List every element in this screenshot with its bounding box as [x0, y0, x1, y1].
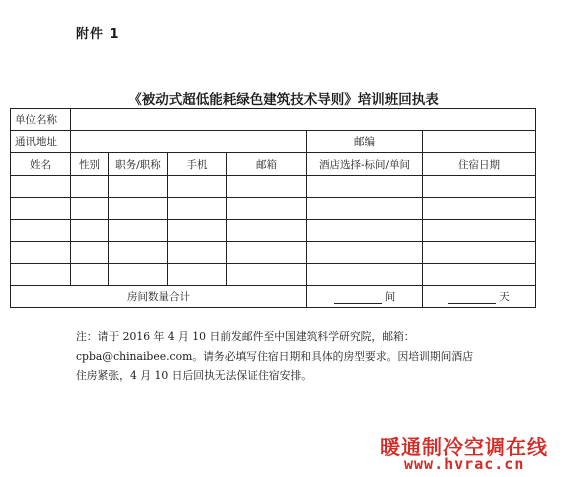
address-row	[11, 131, 536, 153]
participant-cell[interactable]	[168, 198, 227, 220]
participant-cell[interactable]	[227, 198, 307, 220]
participant-cell[interactable]	[109, 242, 168, 264]
days-unit: 天	[499, 291, 510, 303]
participant-cell[interactable]	[168, 220, 227, 242]
rooms-blank[interactable]	[334, 291, 382, 304]
participant-cell[interactable]	[423, 198, 536, 220]
participant-cell[interactable]	[227, 242, 307, 264]
participant-cell[interactable]	[71, 220, 109, 242]
column-header-title: 职务/职称	[109, 153, 168, 176]
participant-cell[interactable]	[307, 176, 423, 198]
column-header-mobile: 手机	[168, 153, 227, 176]
participant-cell[interactable]	[423, 264, 536, 286]
participant-cell[interactable]	[168, 264, 227, 286]
rooms-unit: 间	[384, 291, 396, 303]
participant-cell[interactable]	[109, 264, 168, 286]
participant-cell[interactable]	[307, 264, 423, 286]
participant-cell[interactable]	[168, 176, 227, 198]
table-row	[11, 176, 536, 198]
page-title: 《被动式超低能耗绿色建筑技术导则》培训班回执表	[128, 92, 439, 108]
participant-cell[interactable]	[423, 242, 536, 264]
participant-cell[interactable]	[109, 176, 168, 198]
table-row	[11, 220, 536, 242]
watermark-url: www.hvrac.cn	[404, 455, 525, 473]
address-label: 通讯地址	[11, 131, 71, 153]
participant-cell[interactable]	[109, 220, 168, 242]
column-header-hotel: 酒店选择-标间/单间	[307, 153, 423, 176]
column-header-gender: 性别	[71, 153, 109, 176]
participant-cell[interactable]	[307, 198, 423, 220]
participant-cell[interactable]	[11, 220, 71, 242]
participant-cell[interactable]	[227, 176, 307, 198]
participant-cell[interactable]	[71, 176, 109, 198]
participant-cell[interactable]	[307, 220, 423, 242]
total-row	[11, 286, 536, 308]
participant-cell[interactable]	[109, 198, 168, 220]
address-field[interactable]	[71, 131, 307, 153]
days-blank[interactable]	[448, 291, 496, 304]
participant-cell[interactable]	[227, 220, 307, 242]
note-line: cpba@chinaibee.com。请务必填写住宿日期和具体的房型要求。因培训期间酒店	[76, 349, 474, 363]
column-header-email: 邮箱	[227, 153, 307, 176]
total-label: 房间数量合计	[11, 286, 307, 308]
participant-cell[interactable]	[71, 198, 109, 220]
watermark-logo: 暖通制冷空调在线	[380, 435, 548, 459]
unit-name-label: 单位名称	[11, 109, 71, 131]
postcode-field[interactable]	[423, 131, 536, 153]
participant-cell[interactable]	[11, 242, 71, 264]
postcode-label: 邮编	[307, 131, 423, 153]
participant-cell[interactable]	[71, 242, 109, 264]
participant-cell[interactable]	[71, 264, 109, 286]
days-total-cell[interactable]	[423, 286, 536, 308]
participant-cell[interactable]	[227, 264, 307, 286]
participant-cell[interactable]	[307, 242, 423, 264]
attachment-label: 附件 1	[76, 27, 120, 42]
participant-cell[interactable]	[11, 176, 71, 198]
rooms-total-cell[interactable]	[307, 286, 423, 308]
unit-name-field[interactable]	[71, 109, 536, 131]
registration-form-table	[10, 108, 536, 308]
participant-cell[interactable]	[423, 220, 536, 242]
note-text	[76, 327, 536, 386]
column-header-name: 姓名	[11, 153, 71, 176]
participant-cell[interactable]	[11, 264, 71, 286]
table-row	[11, 198, 536, 220]
unit-name-row	[11, 109, 536, 131]
participant-cell[interactable]	[423, 176, 536, 198]
note-line: 住房紧张，4 月 10 日后回执无法保证住宿安排。	[76, 369, 313, 382]
participant-cell[interactable]	[11, 198, 71, 220]
participant-cell[interactable]	[168, 242, 227, 264]
table-row	[11, 242, 536, 264]
column-header-dates: 住宿日期	[423, 153, 536, 176]
participant-rows	[11, 176, 536, 286]
table-row	[11, 264, 536, 286]
note-line: 注：请于 2016 年 4 月 10 日前发邮件至中国建筑科学研究院，邮箱：	[76, 330, 415, 343]
column-header-row	[11, 153, 536, 176]
